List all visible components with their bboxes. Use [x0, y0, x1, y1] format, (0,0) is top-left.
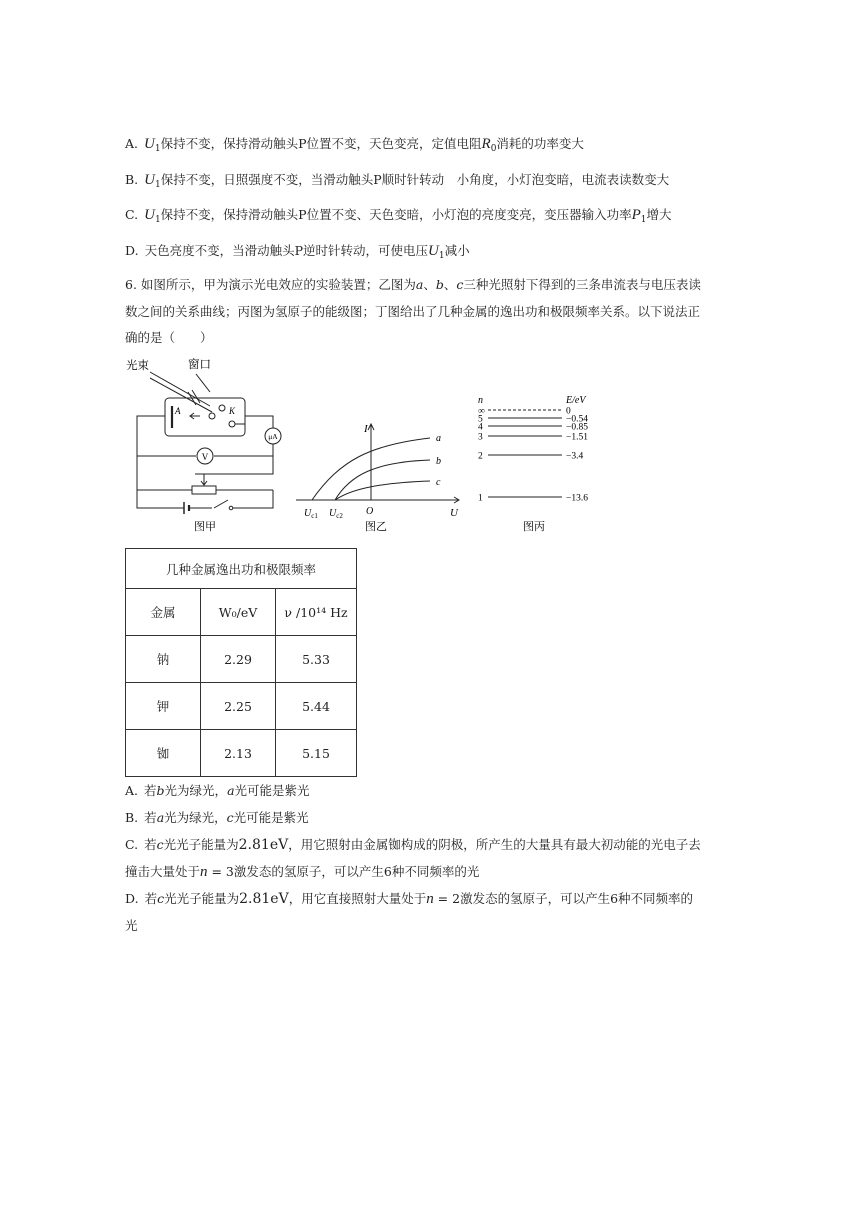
table-row: 钠 2.29 5.33 — [126, 636, 357, 683]
energy-header: E/eV — [566, 395, 586, 406]
n-header: n — [478, 395, 483, 406]
cathode-node — [219, 405, 225, 411]
energy-level-n: 4 — [478, 422, 483, 433]
light-beam-ray — [150, 372, 210, 406]
table-header: ν /10¹⁴ Hz — [276, 589, 357, 636]
uc1-label: $U_{c1}$ — [304, 508, 318, 520]
table-row: 铷 2.13 5.15 — [126, 730, 357, 777]
switch — [214, 500, 228, 508]
figure-bing-caption: 图丙 — [523, 521, 545, 533]
option-q6-d-line-1: D. 若c光光子能量为2.81eV，用它直接照射大量处于n = 2激发态的氢原子，可以产生6种不同频率的 — [125, 891, 694, 907]
option-q6-b: B. 若a光为绿光，c光可能是紫光 — [125, 810, 309, 825]
figures-row — [0, 350, 867, 550]
curve-c-label: c — [436, 477, 441, 488]
option-q6-a: A. 若b光为绿光，a光可能是紫光 — [125, 783, 310, 798]
energy-level-n: 2 — [478, 451, 483, 462]
figure-jia-caption: 图甲 — [194, 521, 216, 533]
option-q5-b: B. $U_1$保持不变，日照强度不变，当滑动触头P顺时针转动 小角度，小灯泡变暗，电流表读数变大 — [125, 172, 670, 190]
table-caption: 几种金属逸出功和极限频率 — [126, 549, 357, 589]
cathode-label: K — [229, 406, 236, 416]
energy-level-value: −0.85 — [566, 422, 588, 433]
curve-b-label: b — [436, 456, 441, 467]
wire-bottom-left — [137, 490, 184, 508]
window-label: 窗口 — [188, 359, 211, 371]
curve-a-label: a — [436, 433, 441, 444]
u-axis-label: U — [450, 507, 458, 519]
energy-levels — [478, 407, 588, 504]
figure-yi-caption: 图乙 — [365, 521, 387, 533]
question-6-line-3: 确的是（ ） — [125, 330, 213, 345]
energy-level-value: −13.6 — [566, 493, 588, 504]
cathode-node — [209, 413, 215, 419]
option-q6-c-line-2: 撞击大量处于n = 3激发态的氢原子，可以产生6种不同频率的光 — [125, 864, 480, 880]
metals-table — [125, 548, 357, 777]
switch-contact — [229, 506, 233, 510]
origin-label: O — [366, 506, 374, 517]
table-row: 钾 2.25 5.44 — [126, 683, 357, 730]
energy-level-n: 3 — [478, 432, 483, 443]
energy-level-n: 1 — [478, 493, 483, 504]
wire-right-top — [245, 416, 273, 428]
option-q5-c: C. $U_1$保持不变，保持滑动触头P位置不变、天色变暗，小灯泡的亮度变亮，变压器输入功率$P_1$增大 — [125, 207, 672, 225]
wire-left — [137, 416, 165, 490]
energy-level-n: ∞ — [478, 406, 485, 417]
voltmeter-label: V — [201, 452, 209, 462]
wire-bottom-right — [233, 490, 273, 508]
question-6-line-2: 数之间的关系曲线；丙图为氢原子的能级图；丁图给出了几种金属的逸出功和极限频率关系。以下说法正 — [125, 304, 701, 319]
cathode-node — [229, 421, 235, 427]
option-q6-d-line-2: 光 — [125, 918, 138, 933]
option-q6-c-line-1: C. 若c光光子能量为2.81eV，用它照射由金属铷构成的阴极，所产生的大量具有最大初动能的光电子去 — [125, 837, 701, 853]
microammeter-label: μA — [268, 432, 278, 441]
table-header: 金属 — [126, 589, 201, 636]
option-q5-a: A. $U_1$保持不变，保持滑动触头P位置不变，天色变亮，定值电阻$R_0$消耗的功率变大 — [125, 136, 584, 154]
energy-level-value: −0.54 — [566, 414, 588, 425]
i-axis-label: I — [364, 423, 368, 435]
energy-level-n: 5 — [478, 414, 483, 425]
question-6-line-1: 6. 如图所示，甲为演示光电效应的实验装置；乙图为a、b、c三种光照射下得到的三条串流表与电压表读 — [125, 277, 701, 292]
anode-label: A — [175, 406, 181, 416]
curve-b — [335, 460, 430, 500]
energy-level-value: −1.51 — [566, 432, 588, 443]
beam-label: 光束 — [126, 360, 149, 372]
rheostat — [192, 486, 216, 494]
window-pointer — [196, 374, 210, 392]
figure-jia-circuit — [137, 372, 281, 514]
option-q5-d: D. 天色亮度不变，当滑动触头P逆时针转动，可使电压$U_1$减小 — [125, 243, 470, 261]
energy-level-value: −3.4 — [566, 451, 584, 462]
table-header: W₀/eV — [201, 589, 276, 636]
uc2-label: $U_{c2}$ — [329, 508, 343, 520]
energy-level-value: 0 — [566, 406, 571, 417]
curve-c — [335, 481, 430, 500]
figure-yi-graph — [296, 424, 459, 503]
